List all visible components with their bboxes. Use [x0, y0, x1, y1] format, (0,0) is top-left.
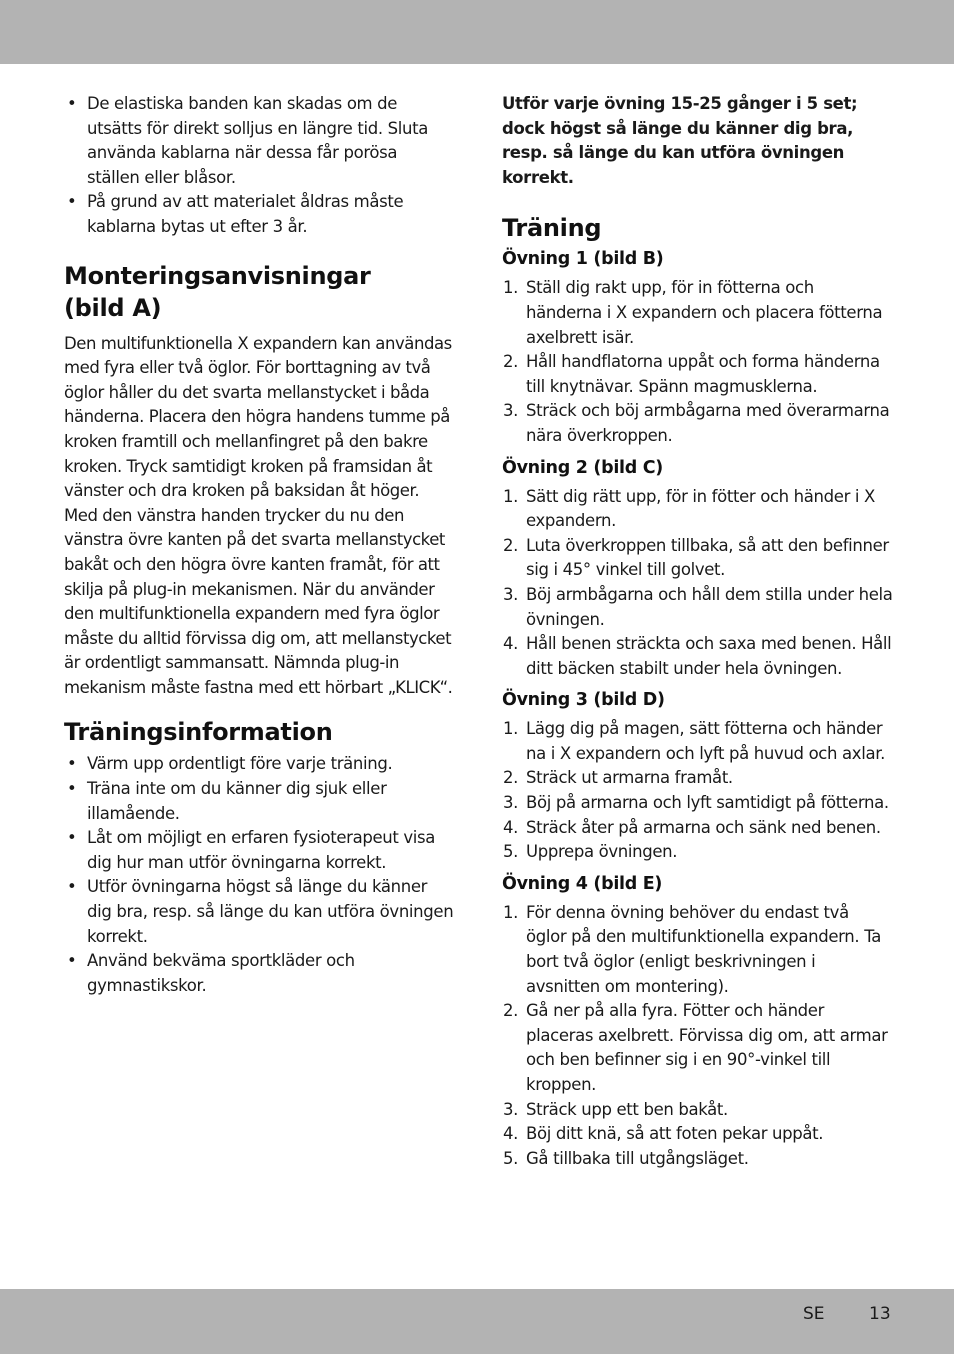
list-item: • Värm upp ordentligt före varje träning. [64, 752, 454, 777]
training-info-heading: Träningsinformation [64, 718, 333, 747]
bullet-icon: • [67, 779, 77, 799]
exercise-3-steps [502, 717, 894, 865]
training-heading: Träning [502, 214, 602, 243]
training-info-bullet-list [64, 752, 454, 998]
list-item: 4. Böj ditt knä, så att foten pekar uppåt. [503, 1124, 824, 1144]
list-item: 2. Håll handflatorna uppåt och forma händerna till knytnävar. Spänn magmusklerna. [503, 352, 880, 396]
bullet-icon: • [67, 951, 77, 971]
exercise-1-steps [502, 276, 894, 448]
bullet-icon: • [67, 877, 77, 897]
list-item: • På grund av att materialet åldras måste kablarna bytas ut efter 3 år. [67, 192, 404, 236]
list-item: 4. Sträck åter på armarna och sänk ned benen. [503, 817, 881, 837]
exercise-1-title: Övning 1 (bild B) [502, 249, 664, 270]
list-item: • Träna inte om du känner dig sjuk eller illamående. [67, 779, 387, 823]
list-item: • Låt om möjligt en erfaren fysioterapeut visa dig hur man utför övningarna korrekt. [67, 828, 436, 872]
list-item: 5. Upprepa övningen. [503, 842, 678, 862]
right-column [502, 92, 894, 1171]
bullet-icon: • [67, 94, 77, 113]
list-item: • Använd bekväma sportkläder och gymnastikskor. [67, 951, 355, 995]
list-item: 1. Ställ dig rakt upp, för in fötterna och händerna i X expandern och placera fötterna axelbrett isär. [503, 278, 883, 347]
list-item: 1. Lägg dig på magen, sätt fötterna och händer na i X expandern och lyft på huvud och axlar. [503, 719, 886, 763]
language-code: SE [803, 1304, 825, 1324]
intro-bullet-list [64, 92, 454, 240]
list-item: 3. Sträck upp ett ben bakåt. [503, 1099, 728, 1119]
assembly-paragraph: Den multifunktionella X expandern kan användas med fyra eller två öglor. För borttagning av två öglor håller du det svarta mellanstycket i båda händerna. Placera den högra handens tumme på kroken framtill och mellanfingret på den bakre kroken. Tryck samtidigt kroken på framsidan åt vänster och dra kroken på baksidan åt höger. Med den vänstra handen trycker du nu den vänstra övre kanten på det svarta mellanstycket bakåt och den högra övre kanten framåt, för att skilja på plug-in mekanismen. När du använder den multifunktionella expandern med fyra öglor måste du alltid förvissa dig om, att mellanstycket är ordentligt sammansatt. Nämnda plug-in mekanism måste fastna med ett hörbart „KLICK“. [64, 333, 453, 697]
list-item: 1. Sätt dig rätt upp, för in fötter och händer i X expandern. [503, 486, 875, 531]
bullet-icon: • [67, 754, 77, 774]
list-item: 3. Sträck och böj armbågarna med överarmarna nära överkroppen. [503, 401, 890, 445]
header-bar [0, 0, 954, 64]
list-item: 2. Gå ner på alla fyra. Fötter och händer placeras axelbrett. Förvissa dig om, att armar och ben befinner sig i en 90°-vinkel till kroppen. [503, 1001, 888, 1094]
exercise-4-title: Övning 4 (bild E) [502, 873, 663, 894]
exercise-3-title: Övning 3 (bild D) [502, 690, 665, 711]
list-item: 2. Luta överkroppen tillbaka, så att den befinner sig i 45° vinkel till golvet. [503, 535, 889, 580]
list-item: 2. Sträck ut armarna framåt. [503, 768, 733, 788]
page-number: 13 [869, 1304, 891, 1324]
bullet-icon: • [67, 828, 77, 848]
exercise-4-steps [502, 901, 894, 1172]
bullet-icon: • [67, 192, 77, 212]
list-item: 3. Böj på armarna och lyft samtidigt på fötterna. [503, 793, 889, 813]
assembly-heading: Monteringsanvisningar (bild A) [64, 261, 371, 322]
list-item: 1. För denna övning behöver du endast två öglor på den multifunktionella expandern. Ta bort två öglor (enligt beskrivningen i avsnitten om montering). [503, 902, 881, 996]
exercise-2-steps [502, 485, 894, 682]
exercise-2-title: Övning 2 (bild C) [502, 457, 663, 478]
left-column [64, 92, 454, 998]
list-item: 4. Håll benen sträckta och saxa med benen. Håll ditt bäcken stabilt under hela övningen. [503, 634, 892, 678]
list-item: • De elastiska banden kan skadas om de utsätts för direkt solljus en längre tid. Sluta använda kablarna när dessa får porösa ställen eller blåsor. [67, 94, 428, 187]
list-item: • Utför övningarna högst så länge du känner dig bra, resp. så länge du kan utföra övningen korrekt. [67, 877, 454, 946]
list-item: 3. Böj armbågarna och håll dem stilla under hela övningen. [503, 584, 893, 629]
repetition-note: Utför varje övning 15-25 gånger i 5 set; dock högst så länge du känner dig bra, resp. så länge du kan utföra övningen korrekt. [502, 94, 858, 187]
list-item: 5. Gå tillbaka till utgångsläget. [503, 1148, 749, 1168]
